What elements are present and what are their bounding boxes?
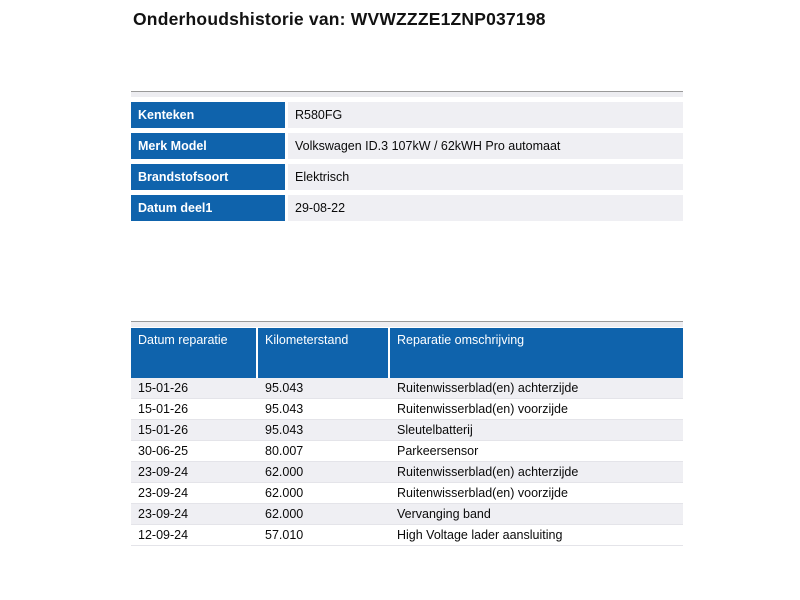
table-top-strip — [131, 91, 683, 97]
cell-date: 15-01-26 — [138, 402, 189, 416]
cell-km: 95.043 — [265, 423, 304, 437]
info-value-datum-deel1: 29-08-22 — [288, 195, 683, 221]
info-value-kenteken: R580FG — [288, 102, 683, 128]
info-row-kenteken — [131, 102, 683, 128]
info-label-kenteken: Kenteken — [131, 102, 285, 128]
maintenance-table — [131, 321, 683, 546]
cell-date: 23-09-24 — [138, 486, 189, 500]
cell-km: 62.000 — [265, 507, 304, 521]
table-row — [131, 378, 683, 399]
cell-description: Parkeersensor — [397, 444, 479, 458]
cell-km: 95.043 — [265, 381, 304, 395]
table-row — [131, 399, 683, 420]
cell-km: 95.043 — [265, 402, 304, 416]
cell-date: 15-01-26 — [138, 381, 189, 395]
table-top-strip — [131, 321, 683, 327]
info-label-brandstofsoort: Brandstofsoort — [131, 164, 285, 190]
cell-description: High Voltage lader aansluiting — [397, 528, 563, 542]
table-row — [131, 504, 683, 525]
info-label-datum-deel1: Datum deel1 — [131, 195, 285, 221]
table-row — [131, 420, 683, 441]
cell-description: Ruitenwisserblad(en) achterzijde — [397, 381, 579, 395]
table-row — [131, 483, 683, 504]
header-cell-datum-reparatie: Datum reparatie — [131, 328, 258, 378]
cell-km: 80.007 — [265, 444, 304, 458]
info-row-datum-deel1 — [131, 195, 683, 221]
table-row — [131, 441, 683, 462]
cell-km: 62.000 — [265, 486, 304, 500]
cell-km: 57.010 — [265, 528, 304, 542]
info-row-merk-model — [131, 133, 683, 159]
info-value-merk-model: Volkswagen ID.3 107kW / 62kWH Pro automaat — [288, 133, 683, 159]
cell-description: Sleutelbatterij — [397, 423, 473, 437]
cell-description: Ruitenwisserblad(en) voorzijde — [397, 486, 568, 500]
info-value-brandstofsoort: Elektrisch — [288, 164, 683, 190]
cell-date: 12-09-24 — [138, 528, 189, 542]
cell-description: Vervanging band — [397, 507, 491, 521]
info-row-brandstofsoort — [131, 164, 683, 190]
cell-description: Ruitenwisserblad(en) voorzijde — [397, 402, 568, 416]
header-cell-reparatie-omschrijving: Reparatie omschrijving — [397, 333, 525, 347]
cell-description: Ruitenwisserblad(en) achterzijde — [397, 465, 579, 479]
maintenance-header-row — [131, 328, 683, 378]
table-row — [131, 525, 683, 546]
info-label-merk-model: Merk Model — [131, 133, 285, 159]
page-title: Onderhoudshistorie van: WVWZZZE1ZNP037198 — [133, 9, 546, 29]
cell-date: 23-09-24 — [138, 507, 189, 521]
vehicle-info-table — [131, 91, 683, 221]
cell-date: 30-06-25 — [138, 444, 189, 458]
cell-date: 15-01-26 — [138, 423, 189, 437]
header-cell-kilometerstand: Kilometerstand — [258, 328, 390, 378]
cell-date: 23-09-24 — [138, 465, 189, 479]
table-row — [131, 462, 683, 483]
cell-km: 62.000 — [265, 465, 304, 479]
